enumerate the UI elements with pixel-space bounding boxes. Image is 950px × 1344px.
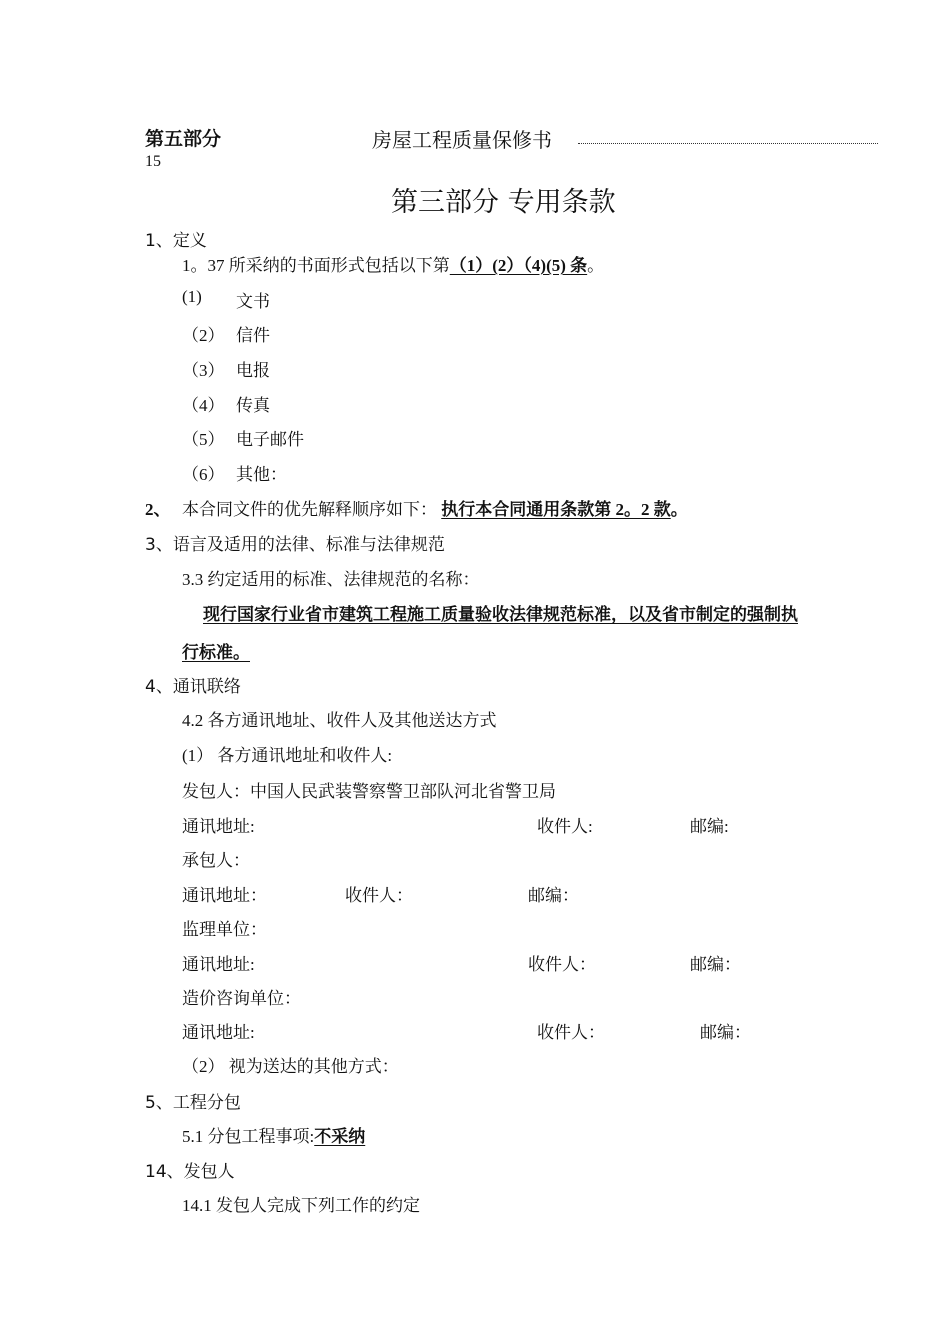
section-4-sub: 4.2 各方通讯地址、收件人及其他送达方式 [182,711,497,730]
list-item-text: 传真 [236,396,270,415]
list-item-no: （5） [182,430,225,449]
list-item-no: (1) [182,287,202,306]
employer-line: 发包人：中国人民武装警察警卫部队河北省警卫局 [182,782,556,801]
toc-leader-dots [578,143,878,144]
list-item-no: （3） [182,361,225,380]
list-item-no: （6） [182,465,225,484]
contractor-address-label: 通讯地址： [182,886,267,905]
section-5-title: 5、工程分包 [145,1093,241,1113]
toc-title: 房屋工程质量保修书 [372,130,552,152]
cost-consultant-address-label: 通讯地址: [182,1023,255,1042]
supervisor-zip-label: 邮编： [690,955,741,974]
section-1-line [182,251,604,276]
subcontract-text: 5.1 分包工程事项: [182,1127,315,1146]
section-2-line [182,495,688,520]
section-3-title: 3、语言及适用的法律、标准与法律规范 [145,535,445,555]
written-form-end: 。 [587,256,605,275]
standards-fill-line2: 行标准。 [182,643,250,663]
section-heading: 第三部分 专用条款 [391,187,616,218]
section-5-sub [182,1122,365,1147]
employer-zip-label: 邮编: [690,817,729,836]
toc-part: 第五部分 [145,128,222,150]
toc-page-number: 15 [145,153,161,170]
section-2-number: 2、 [145,500,171,519]
list-item-text: 电报 [236,361,270,380]
written-form-fill: （1）(2）（4)(5) 条 [449,256,588,275]
section-14-sub: 14.1 发包人完成下列工作的约定 [182,1196,420,1215]
contractor-line: 承包人： [182,851,250,870]
section-4-sub2: （2） 视为送达的其他方式： [182,1057,399,1076]
cost-consultant-line: 造价咨询单位： [182,989,301,1008]
written-form-text: 1。37 所采纳的书面形式包括以下第 [182,256,450,275]
section-3-sub: 3.3 约定适用的标准、法律规范的名称： [182,570,480,589]
section-1-title: 1、定义 [145,231,207,251]
section-4-title: 4、通讯联络 [145,677,241,697]
section-14-title: 14、发包人 [145,1162,235,1182]
list-item-text: 其他： [236,465,287,484]
employer-recipient-label: 收件人: [537,817,593,836]
cost-consultant-recipient-label: 收件人： [537,1023,605,1042]
supervisor-line: 监理单位： [182,920,267,939]
priority-text: 本合同文件的优先解释顺序如下： [182,500,437,519]
list-item-no: （4） [182,396,225,415]
list-item-text: 信件 [236,326,270,345]
list-item-text: 电子邮件 [236,430,304,449]
section-4-sub1: (1） 各方通讯地址和收件人: [182,746,393,765]
priority-fill: 执行本合同通用条款第 2。2 款 [441,500,671,519]
contractor-zip-label: 邮编： [528,886,579,905]
list-item-text: 文书 [236,292,270,311]
priority-end: 。 [670,500,688,519]
supervisor-address-label: 通讯地址: [182,955,255,974]
subcontract-fill: 不采纳 [314,1127,366,1147]
list-item-no: （2） [182,326,225,345]
supervisor-recipient-label: 收件人： [528,955,596,974]
contractor-recipient-label: 收件人： [345,886,413,905]
employer-address-label: 通讯地址: [182,817,255,836]
cost-consultant-zip-label: 邮编： [700,1023,751,1042]
standards-fill-line1: 现行国家行业省市建筑工程施工质量验收法律规范标准，以及省市制定的强制执 [203,605,798,625]
